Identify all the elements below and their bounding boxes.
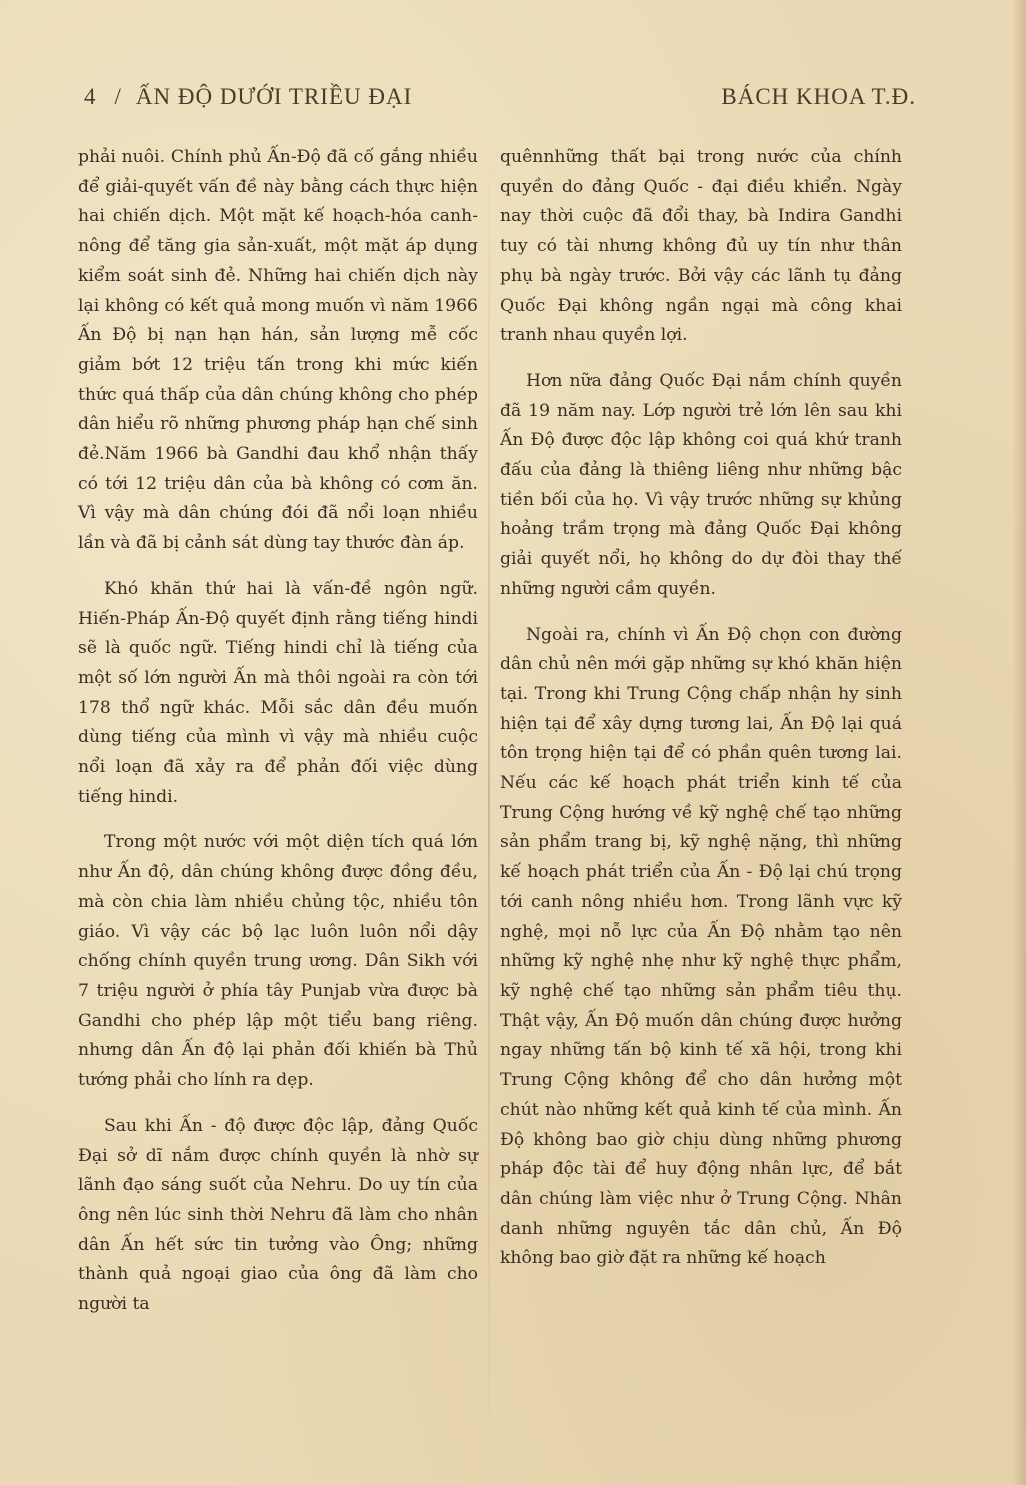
paragraph: Trong một nước với một diện tích quá lớn như Ấn độ, dân chúng không được đồng đều, mà còn chia làm nhiều chủng tộc, nhiều tôn giáo. Vì vậy các bộ lạc luôn luôn nổi dậy chống chính quyền trung ương. Dân Sikh với 7 triệu người ở phía tây Punjab vừa được bà Gandhi cho phép lập một tiểu bang riêng. nhưng dân Ấn độ lại phản đối khiến bà Thủ tướng phải cho lính ra dẹp. <box>78 832 478 1091</box>
article-title: ẤN ĐỘ DƯỚI TRIỀU ĐẠI <box>135 84 413 109</box>
right-column <box>500 143 902 1290</box>
header-left <box>84 84 412 110</box>
paragraph: phải nuôi. Chính phủ Ấn-Độ đã cố gắng nhiều để giải-quyết vấn đề này bằng cách thực hiện hai chiến dịch. Một mặt kế hoạch-hóa canh-nông để tăng gia sản-xuất, một mặt áp dụng kiểm soát sinh đẻ. Những hai chiến dịch này lại không có kết quả mong muốn vì năm 1966 Ấn Độ bị nạn hạn hán, sản lượng mễ cốc giảm bớt 12 triệu tấn trong khi mức kiến thức quá thấp của dân chúng không cho phép dân hiểu rõ những phương pháp hạn chế sinh đẻ.Năm 1966 bà Gandhi đau khổ nhận thấy có tới 12 triệu dân của bà không có cơm ăn. Vì vậy mà dân chúng đói đã nổi loạn nhiều lần và đã bị cảnh sát dùng tay thước đàn áp. <box>78 147 478 554</box>
page-number: 4 <box>84 84 97 109</box>
header-separator: / <box>114 84 122 109</box>
paragraph: Ngoài ra, chính vì Ấn Độ chọn con đường dân chủ nên mới gặp những sự khó khăn hiện tại. Trong khi Trung Cộng chấp nhận hy sinh hiện tại để xây dựng tương lai, Ấn Độ lại quá tôn trọng hiện tại để có phần quên tương lai. Nếu các kế hoạch phát triển kinh tế của Trung Cộng hướng về kỹ nghệ chế tạo những sản phẩm trang bị, kỹ nghệ nặng, thì những kế hoạch phát triển của Ấn - Độ lại chú trọng tới canh nông nhiều hơn. Trong lãnh vực kỹ nghệ, mọi nỗ lực của Ấn Độ nhằm tạo nên những kỹ nghệ nhẹ như kỹ nghệ thực phẩm, kỹ nghệ chế tạo những sản phẩm tiêu thụ. Thật vậy, Ấn Độ muốn dân chúng được hưởng ngay những tấn bộ kinh tế xã hội, trong khi Trung Cộng không để cho dân hưởng một chút nào những kết quả kinh tế của mình. Ấn Độ không bao giờ chịu dùng những phương pháp độc tài để huy động nhân lực, để bắt dân chúng làm việc như ở Trung Cộng. Nhân danh những nguyên tắc dân chủ, Ấn Độ không bao giờ đặt ra những kế hoạch <box>500 624 902 1269</box>
page-fold-crease <box>488 130 490 1470</box>
paragraph: Sau khi Ấn - độ được độc lập, đảng Quốc Đại sở dĩ nắm được chính quyền là nhờ sự lãnh đạo sáng suốt của Nehru. Do uy tín của ông nên lúc sinh thời Nehru đã làm cho nhân dân Ấn hết sức tin tưởng vào Ông; những thành quả ngoại giao của ông đã làm cho người ta <box>78 1115 478 1315</box>
paragraph: Hơn nữa đảng Quốc Đại nắm chính quyền đã 19 năm nay. Lớp người trẻ lớn lên sau khi Ấn Độ được độc lập không coi quá khứ tranh đấu của đảng là thiêng liêng như những bậc tiền bối của họ. Vì vậy trước những sự khủng hoảng trầm trọng mà đảng Quốc Đại không giải quyết nổi, họ không do dự đòi thay thế những người cầm quyền. <box>500 370 902 599</box>
paragraph: quênnhững thất bại trong nước của chính quyền do đảng Quốc - đại điều khiển. Ngày nay thời cuộc đã đổi thay, bà Indira Gandhi tuy có tài nhưng không đủ uy tín như thân phụ bà ngày trước. Bởi vậy các lãnh tụ đảng Quốc Đại không ngần ngại mà công khai tranh nhau quyền lợi. <box>500 147 902 346</box>
left-column <box>78 143 478 1336</box>
page-edge-shadow <box>1012 0 1026 1485</box>
magazine-title: BÁCH KHOA T.Đ. <box>721 84 916 109</box>
running-header <box>84 84 916 114</box>
paragraph: Khó khăn thứ hai là vấn-đề ngôn ngữ. Hiến-Pháp Ấn-Độ quyết định rằng tiếng hindi sẽ là quốc ngữ. Tiếng hindi chỉ là tiếng của một số lớn người Ấn mà thôi ngoài ra còn tới 178 thổ ngữ khác. Mỗi sắc dân đều muốn dùng tiếng của mình vì vậy mà nhiều cuộc nổi loạn đã xảy ra để phản đối việc dùng tiếng hindi. <box>78 578 478 807</box>
